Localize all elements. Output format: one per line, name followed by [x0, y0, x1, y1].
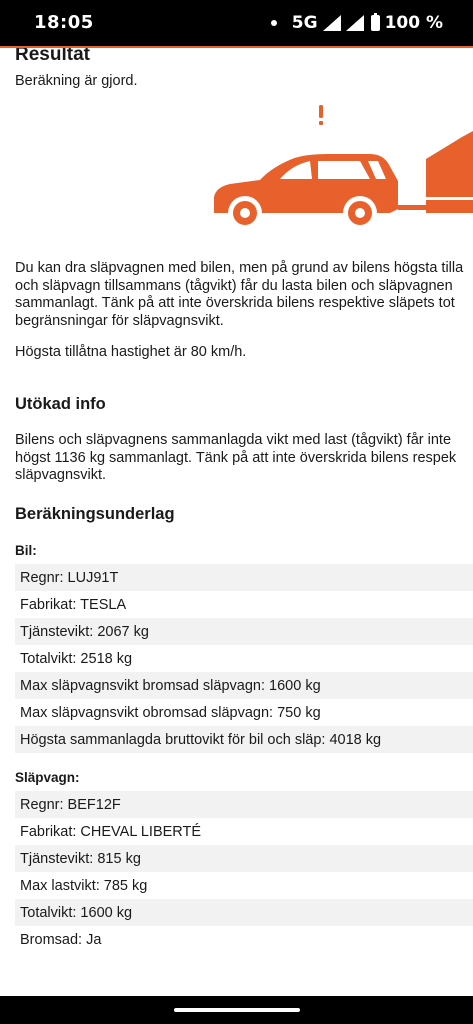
list-item: Tjänstevikt: 2067 kg: [15, 618, 473, 645]
list-item: Totalvikt: 2518 kg: [15, 645, 473, 672]
result-description-line: begränsningar för släpvagnsvikt.: [15, 312, 224, 329]
list-item: Fabrikat: TESLA: [15, 591, 473, 618]
extended-info-line: Bilens och släpvagnens sammanlagda vikt med last (tågvikt) får inte: [15, 432, 452, 448]
list-item: Fabrikat: CHEVAL LIBERTÉ: [15, 818, 473, 845]
navigation-bar: [0, 996, 473, 1024]
signal-icon: [323, 15, 341, 31]
trailer-details-list: [15, 791, 473, 953]
basis-title: Beräkningsunderlag: [15, 505, 175, 523]
status-bar: [0, 0, 473, 46]
extended-info-title: Utökad info: [15, 395, 106, 413]
result-title: Resultat: [15, 48, 90, 65]
car-label: Bil:: [15, 543, 37, 558]
extended-info-line: högst 1136 kg sammanlagt. Tänk på att inte överskrida bilens respek: [15, 449, 457, 466]
list-item: Tjänstevikt: 815 kg: [15, 845, 473, 872]
car-details-list: [15, 564, 473, 753]
list-item: Max släpvagnsvikt bromsad släpvagn: 1600 kg: [15, 672, 473, 699]
home-gesture-handle[interactable]: [174, 1008, 300, 1012]
list-item: Regnr: LUJ91T: [15, 564, 473, 591]
speed-limit-text: Högsta tillåtna hastighet är 80 km/h.: [15, 344, 247, 360]
battery-icon: [371, 15, 380, 31]
network-label: 5G: [291, 13, 318, 33]
status-icons: [271, 11, 443, 35]
list-item: Totalvikt: 1600 kg: [15, 899, 473, 926]
exclamation-icon: [319, 105, 323, 125]
status-time: 18:05: [34, 12, 94, 33]
signal-icon-2: [346, 15, 364, 31]
trailer-label: Släpvagn:: [15, 770, 80, 785]
car-with-trailer-icon: [200, 101, 473, 241]
page-content[interactable]: [0, 48, 473, 996]
extended-info-text: [15, 432, 456, 485]
result-description-line: sammanlagt. Tänk på att inte överskrida bilens respektive släpets tot: [15, 295, 455, 311]
extended-info-line: släpvagnsvikt.: [15, 467, 107, 483]
result-subtitle: Beräkning är gjord.: [15, 73, 138, 89]
result-description-line: och släpvagn tillsammans (tågvikt) får du lasta bilen och släpvagnen: [15, 277, 453, 294]
result-description-line: Du kan dra släpvagnen med bilen, men på grund av bilens högsta tilla: [15, 260, 464, 276]
notification-dot-icon: [271, 20, 277, 26]
list-item: Bromsad: Ja: [15, 926, 473, 953]
list-item: Regnr: BEF12F: [15, 791, 473, 818]
result-description: [15, 260, 463, 330]
battery-level: 100 %: [384, 13, 443, 33]
list-item: Max lastvikt: 785 kg: [15, 872, 473, 899]
list-item: Högsta sammanlagda bruttovikt för bil och släp: 4018 kg: [15, 726, 473, 753]
list-item: Max släpvagnsvikt obromsad släpvagn: 750 kg: [15, 699, 473, 726]
